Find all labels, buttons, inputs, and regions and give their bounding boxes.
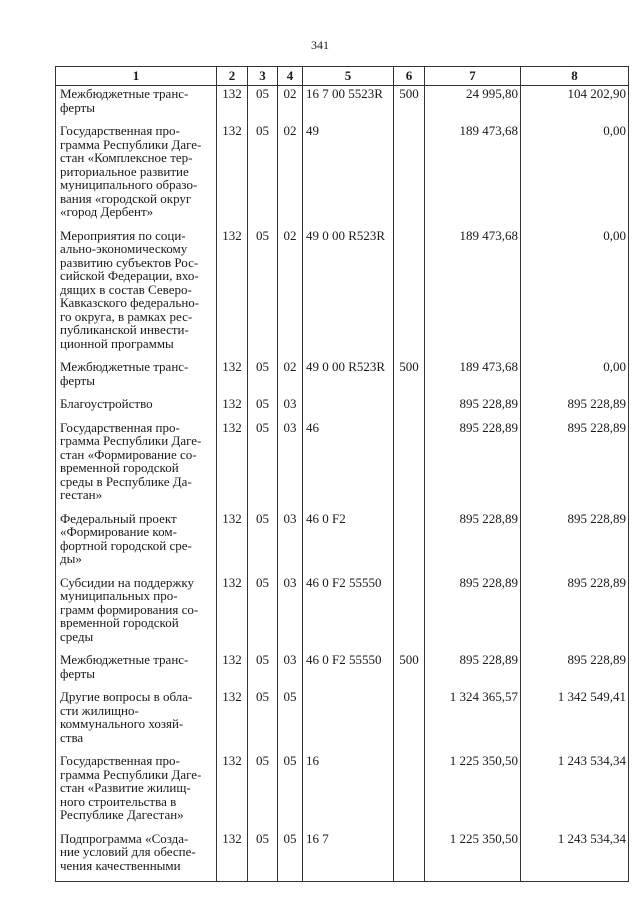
row-name-cell: Благоустройство: [56, 396, 217, 411]
spacer-cell: [521, 744, 629, 753]
spacer-cell: [303, 219, 394, 228]
spacer-cell: [217, 350, 248, 359]
row-name-cell: Подпрограмма «Созда- ние условий для обеспе- чения качественными: [56, 831, 217, 873]
row-c5-cell: 16 7 00 5523R: [303, 86, 394, 115]
row-c6-cell: [394, 123, 425, 219]
column-header: 5: [303, 67, 394, 86]
row-c6-cell: 500: [394, 359, 425, 387]
spacer-cell: [217, 411, 248, 420]
row-c8-cell: 1 342 549,41: [521, 689, 629, 744]
spacer-cell: [394, 680, 425, 689]
row-spacer: [56, 822, 629, 831]
spacer-cell: [303, 114, 394, 123]
column-header: 2: [217, 67, 248, 86]
spacer-cell: [521, 822, 629, 831]
row-c8-cell: 1 243 534,34: [521, 831, 629, 873]
row-spacer: [56, 114, 629, 123]
spacer-cell: [521, 219, 629, 228]
row-c8-cell: 1 243 534,34: [521, 753, 629, 822]
spacer-cell: [217, 502, 248, 511]
spacer-cell: [248, 219, 278, 228]
spacer-cell: [56, 680, 217, 689]
row-c3-cell: 05: [248, 511, 278, 566]
row-c5-cell: 49: [303, 123, 394, 219]
row-c7-cell: 895 228,89: [425, 575, 521, 644]
spacer-cell: [56, 872, 217, 882]
row-c8-cell: 895 228,89: [521, 511, 629, 566]
spacer-cell: [521, 566, 629, 575]
row-c7-cell: 1 324 365,57: [425, 689, 521, 744]
spacer-cell: [278, 114, 303, 123]
table-row: [56, 86, 629, 115]
spacer-cell: [278, 566, 303, 575]
column-header: 3: [248, 67, 278, 86]
spacer-cell: [278, 744, 303, 753]
spacer-cell: [425, 643, 521, 652]
row-name-cell: Федеральный проект «Формирование ком- фортной городской сре- ды»: [56, 511, 217, 566]
row-c4-cell: 02: [278, 228, 303, 351]
spacer-cell: [248, 680, 278, 689]
table-header-row: [56, 67, 629, 86]
row-c7-cell: 189 473,68: [425, 228, 521, 351]
row-c4-cell: 03: [278, 575, 303, 644]
spacer-cell: [278, 643, 303, 652]
spacer-cell: [425, 566, 521, 575]
spacer-cell: [394, 114, 425, 123]
spacer-cell: [217, 219, 248, 228]
column-header: 8: [521, 67, 629, 86]
row-c2-cell: 132: [217, 359, 248, 387]
spacer-cell: [425, 822, 521, 831]
row-c8-cell: 895 228,89: [521, 420, 629, 502]
spacer-cell: [394, 643, 425, 652]
column-header: 4: [278, 67, 303, 86]
row-name-cell: Государственная про- грамма Республики Даге- стан «Развитие жилищ- ного строительства в Республике Дагестан»: [56, 753, 217, 822]
spacer-cell: [303, 872, 394, 882]
row-c7-cell: 895 228,89: [425, 652, 521, 680]
table-row: [56, 359, 629, 387]
row-c4-cell: 05: [278, 831, 303, 873]
row-c5-cell: 46 0 F2 55550: [303, 575, 394, 644]
row-c7-cell: 189 473,68: [425, 359, 521, 387]
row-c4-cell: 02: [278, 359, 303, 387]
table-row: [56, 689, 629, 744]
spacer-cell: [303, 566, 394, 575]
row-c6-cell: [394, 228, 425, 351]
spacer-cell: [217, 872, 248, 882]
row-name-cell: Межбюджетные транс- ферты: [56, 652, 217, 680]
row-c2-cell: 132: [217, 689, 248, 744]
spacer-cell: [56, 350, 217, 359]
row-c7-cell: 1 225 350,50: [425, 831, 521, 873]
row-c6-cell: 500: [394, 86, 425, 115]
spacer-cell: [394, 350, 425, 359]
row-c3-cell: 05: [248, 831, 278, 873]
table-row: [56, 753, 629, 822]
spacer-cell: [217, 114, 248, 123]
row-c5-cell: [303, 689, 394, 744]
page-number: 341: [311, 38, 329, 52]
row-c4-cell: 03: [278, 511, 303, 566]
row-c2-cell: 132: [217, 123, 248, 219]
spacer-cell: [217, 387, 248, 396]
row-c8-cell: 104 202,90: [521, 86, 629, 115]
row-name-cell: Межбюджетные транс- ферты: [56, 86, 217, 115]
row-c3-cell: 05: [248, 396, 278, 411]
spacer-cell: [425, 114, 521, 123]
row-spacer: [56, 502, 629, 511]
spacer-cell: [217, 744, 248, 753]
spacer-cell: [303, 822, 394, 831]
spacer-cell: [303, 502, 394, 511]
row-c3-cell: 05: [248, 359, 278, 387]
row-c4-cell: 02: [278, 86, 303, 115]
spacer-cell: [521, 350, 629, 359]
row-spacer: [56, 744, 629, 753]
table-row: [56, 228, 629, 351]
row-c2-cell: 132: [217, 420, 248, 502]
table-row: [56, 420, 629, 502]
budget-table: [55, 66, 629, 882]
row-c3-cell: 05: [248, 753, 278, 822]
spacer-cell: [217, 566, 248, 575]
row-name-cell: Субсидии на поддержку муниципальных про- грамм формирования со- временной городской среды: [56, 575, 217, 644]
spacer-cell: [394, 744, 425, 753]
table-row: [56, 652, 629, 680]
spacer-cell: [248, 114, 278, 123]
spacer-cell: [425, 680, 521, 689]
row-c6-cell: [394, 575, 425, 644]
table-row: [56, 123, 629, 219]
row-c7-cell: 189 473,68: [425, 123, 521, 219]
spacer-cell: [425, 872, 521, 882]
row-c6-cell: [394, 396, 425, 411]
spacer-cell: [394, 502, 425, 511]
spacer-cell: [425, 387, 521, 396]
spacer-cell: [521, 502, 629, 511]
row-c4-cell: 05: [278, 689, 303, 744]
row-c7-cell: 24 995,80: [425, 86, 521, 115]
row-spacer: [56, 350, 629, 359]
spacer-cell: [278, 387, 303, 396]
row-c8-cell: 0,00: [521, 359, 629, 387]
row-c5-cell: 16: [303, 753, 394, 822]
spacer-cell: [278, 350, 303, 359]
table-body: [56, 86, 629, 882]
row-c8-cell: 895 228,89: [521, 575, 629, 644]
row-c3-cell: 05: [248, 575, 278, 644]
row-c3-cell: 05: [248, 420, 278, 502]
row-spacer: [56, 566, 629, 575]
table-row: [56, 575, 629, 644]
spacer-cell: [521, 680, 629, 689]
spacer-cell: [217, 680, 248, 689]
spacer-cell: [394, 387, 425, 396]
row-c5-cell: 46: [303, 420, 394, 502]
row-c2-cell: 132: [217, 511, 248, 566]
row-c6-cell: 500: [394, 652, 425, 680]
row-name-cell: Межбюджетные транс- ферты: [56, 359, 217, 387]
row-c5-cell: [303, 396, 394, 411]
spacer-cell: [303, 643, 394, 652]
spacer-cell: [425, 744, 521, 753]
row-spacer: [56, 643, 629, 652]
row-c4-cell: 05: [278, 753, 303, 822]
row-c2-cell: 132: [217, 86, 248, 115]
row-c2-cell: 132: [217, 228, 248, 351]
spacer-cell: [248, 350, 278, 359]
spacer-cell: [278, 680, 303, 689]
spacer-cell: [425, 219, 521, 228]
row-c3-cell: 05: [248, 228, 278, 351]
row-name-cell: Государственная про- грамма Республики Даге- стан «Комплексное тер- риториальное развитие муниципального образо- вания «городской округ «город Дербент»: [56, 123, 217, 219]
spacer-cell: [217, 822, 248, 831]
row-c4-cell: 03: [278, 396, 303, 411]
row-c6-cell: [394, 511, 425, 566]
spacer-cell: [521, 872, 629, 882]
spacer-cell: [248, 744, 278, 753]
spacer-cell: [248, 643, 278, 652]
row-name-cell: Другие вопросы в обла- сти жилищно- коммунального хозяй- ства: [56, 689, 217, 744]
spacer-cell: [56, 643, 217, 652]
row-c5-cell: 49 0 00 R523R: [303, 228, 394, 351]
spacer-cell: [521, 643, 629, 652]
spacer-cell: [248, 387, 278, 396]
row-c5-cell: 46 0 F2 55550: [303, 652, 394, 680]
row-c6-cell: [394, 753, 425, 822]
spacer-cell: [425, 350, 521, 359]
row-spacer: [56, 219, 629, 228]
spacer-cell: [278, 411, 303, 420]
row-spacer: [56, 872, 629, 882]
spacer-cell: [303, 411, 394, 420]
row-c3-cell: 05: [248, 689, 278, 744]
spacer-cell: [521, 114, 629, 123]
row-c2-cell: 132: [217, 753, 248, 822]
row-c2-cell: 132: [217, 652, 248, 680]
spacer-cell: [56, 822, 217, 831]
row-c2-cell: 132: [217, 831, 248, 873]
spacer-cell: [303, 350, 394, 359]
row-c5-cell: 46 0 F2: [303, 511, 394, 566]
spacer-cell: [394, 566, 425, 575]
spacer-cell: [248, 822, 278, 831]
spacer-cell: [278, 219, 303, 228]
row-name-cell: Мероприятия по соци- ально-экономическому развитию субъектов Рос- сийской Федерации, вхо- дящих в состав Северо- Кавказского федерально- го округа, в рамках рес- публиканской инвести- ционной программы: [56, 228, 217, 351]
row-spacer: [56, 387, 629, 396]
spacer-cell: [278, 872, 303, 882]
row-c3-cell: 05: [248, 86, 278, 115]
row-c6-cell: [394, 831, 425, 873]
spacer-cell: [56, 411, 217, 420]
spacer-cell: [248, 502, 278, 511]
row-c4-cell: 03: [278, 652, 303, 680]
spacer-cell: [394, 822, 425, 831]
row-c7-cell: 895 228,89: [425, 396, 521, 411]
column-header: 1: [56, 67, 217, 86]
spacer-cell: [56, 566, 217, 575]
row-c2-cell: 132: [217, 575, 248, 644]
row-c5-cell: 16 7: [303, 831, 394, 873]
row-c7-cell: 1 225 350,50: [425, 753, 521, 822]
row-c6-cell: [394, 689, 425, 744]
column-header: 7: [425, 67, 521, 86]
row-c3-cell: 05: [248, 123, 278, 219]
row-c4-cell: 03: [278, 420, 303, 502]
row-c8-cell: 895 228,89: [521, 396, 629, 411]
row-name-cell: Государственная про- грамма Республики Даге- стан «Формирование со- временной городской среды в Республике Да- гестан»: [56, 420, 217, 502]
spacer-cell: [56, 114, 217, 123]
spacer-cell: [217, 643, 248, 652]
row-c6-cell: [394, 420, 425, 502]
row-c7-cell: 895 228,89: [425, 420, 521, 502]
spacer-cell: [394, 872, 425, 882]
spacer-cell: [303, 680, 394, 689]
spacer-cell: [425, 411, 521, 420]
table-row: [56, 511, 629, 566]
spacer-cell: [278, 822, 303, 831]
spacer-cell: [56, 744, 217, 753]
row-c8-cell: 0,00: [521, 228, 629, 351]
spacer-cell: [248, 872, 278, 882]
row-spacer: [56, 411, 629, 420]
table-row: [56, 831, 629, 873]
spacer-cell: [248, 566, 278, 575]
table-row: [56, 396, 629, 411]
row-c7-cell: 895 228,89: [425, 511, 521, 566]
spacer-cell: [394, 411, 425, 420]
column-header: 6: [394, 67, 425, 86]
spacer-cell: [56, 502, 217, 511]
row-c2-cell: 132: [217, 396, 248, 411]
spacer-cell: [394, 219, 425, 228]
spacer-cell: [278, 502, 303, 511]
row-c4-cell: 02: [278, 123, 303, 219]
spacer-cell: [56, 219, 217, 228]
row-c8-cell: 895 228,89: [521, 652, 629, 680]
spacer-cell: [521, 411, 629, 420]
row-c8-cell: 0,00: [521, 123, 629, 219]
spacer-cell: [521, 387, 629, 396]
spacer-cell: [56, 387, 217, 396]
spacer-cell: [303, 387, 394, 396]
spacer-cell: [303, 744, 394, 753]
row-spacer: [56, 680, 629, 689]
spacer-cell: [248, 411, 278, 420]
row-c3-cell: 05: [248, 652, 278, 680]
spacer-cell: [425, 502, 521, 511]
row-c5-cell: 49 0 00 R523R: [303, 359, 394, 387]
